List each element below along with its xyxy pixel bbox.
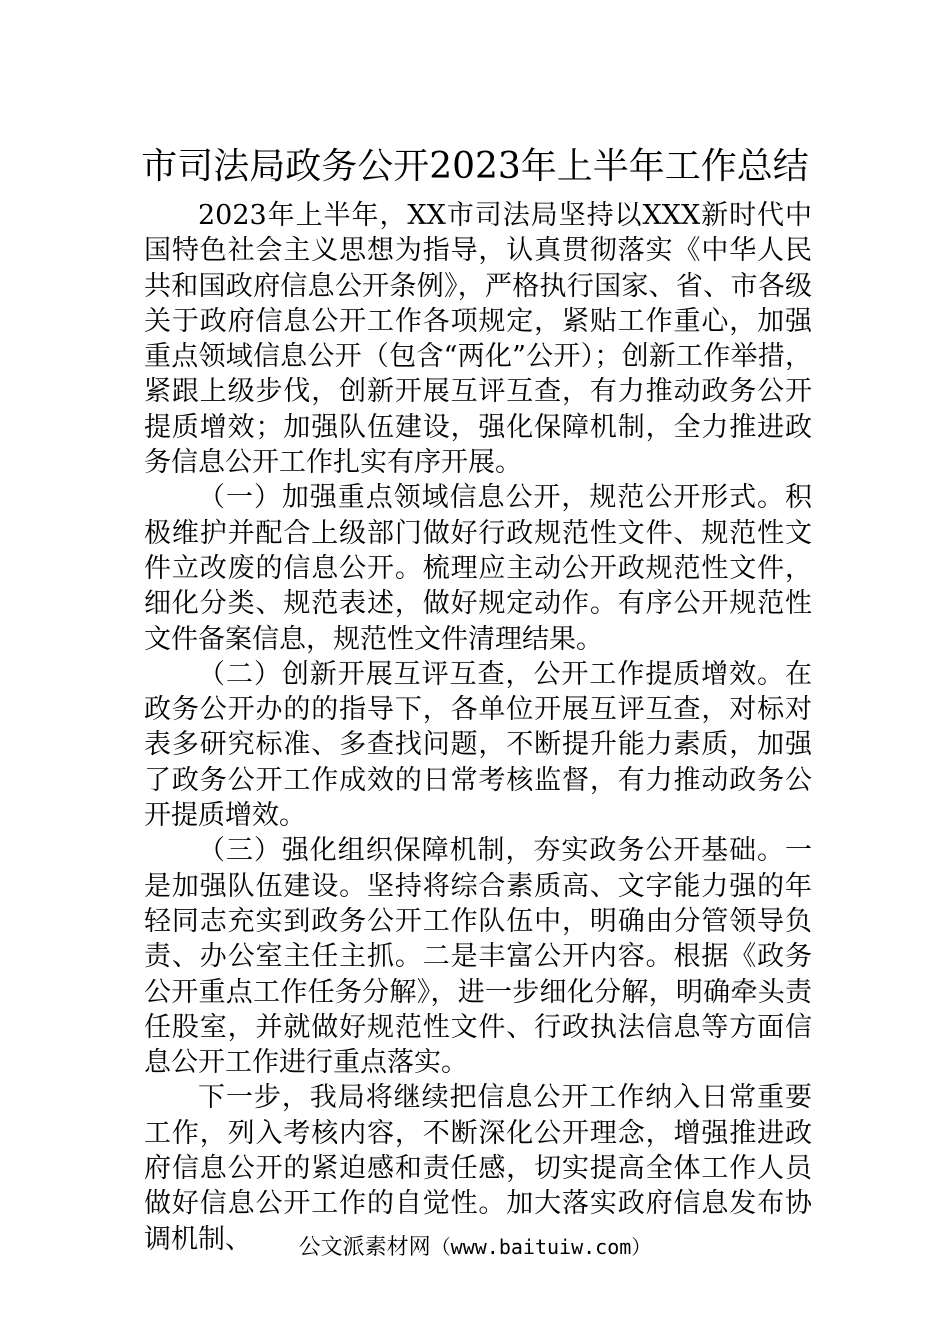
paragraph-section-3: （三）强化组织保障机制，夯实政务公开基础。一是加强队伍建设。坚持将综合素质高、文字能力强的年轻同志充实到政务公开工作队伍中，明确由分管领导负责、办公室主任主抓。二是丰富公开内容。根据《政务公开重点工作任务分解》，进一步细化分解，明确牵头责任股室，并就做好规范性文件、行政执法信息等方面信息公开工作进行重点落实。 xyxy=(144,835,812,1079)
paragraph-section-1: （一）加强重点领域信息公开，规范公开形式。积极维护并配合上级部门做好行政规范性文件、规范性文件立改废的信息公开。梳理应主动公开政规范性文件，细化分类、规范表述，做好规定动作。有序公开规范性文件备案信息，规范性文件清理结果。 xyxy=(144,482,812,655)
paragraph-section-2: （二）创新开展互评互查，公开工作提质增效。在政务公开办的的指导下，各单位开展互评互查，对标对表多研究标准、多查找问题，不断提升能力素质，加强了政务公开工作成效的日常考核监督，有力推动政务公开提质增效。 xyxy=(144,658,812,832)
footer-url: （www.baituiw.com） xyxy=(430,1235,652,1259)
footer-site-name: 公文派素材网 xyxy=(298,1235,431,1260)
page-title: 市司法局政务公开2023年上半年工作总结 xyxy=(141,146,809,187)
footer-watermark xyxy=(0,1232,950,1263)
paragraph-intro: 2023年上半年，XX市司法局坚持以XXX新时代中国特色社会主义思想为指导，认真贯彻落实《中华人民共和国政府信息公开条例》，严格执行国家、省、市各级关于政府信息公开工作各项规定，紧贴工作重心，加强重点领域信息公开（包含“两化”公开）；创新工作举措，紧跟上级步伐，创新开展互评互查，有力推动政务公开提质增效；加强队伍建设，强化保障机制，全力推进政务信息公开工作扎实有序开展。 xyxy=(144,200,812,479)
paragraph-next-steps: 下一步，我局将继续把信息公开工作纳入日常重要工作，列入考核内容，不断深化公开理念，增强推进政府信息公开的紧迫感和责任感，切实提高全体工作人员做好信息公开工作的自觉性。加大落实政府信息发布协调机制、 xyxy=(144,1082,812,1255)
document-body xyxy=(144,198,812,1257)
